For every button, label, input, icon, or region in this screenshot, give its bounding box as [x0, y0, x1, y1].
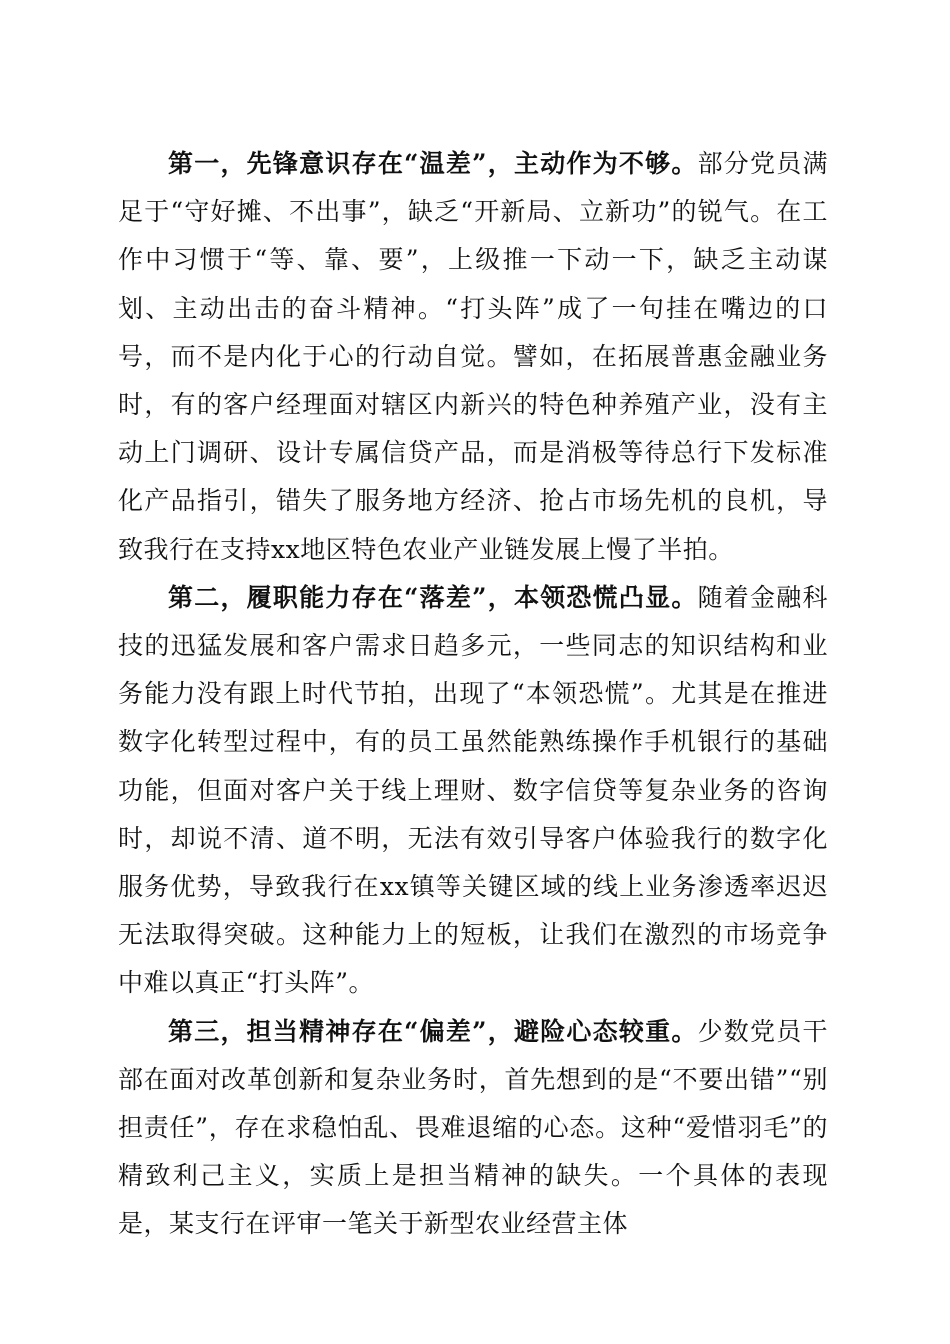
paragraph-1-heading: 第一，先锋意识存在“温差”，主动作为不够。 [168, 149, 698, 178]
paragraph-2-body: 随着金融科技的迅猛发展和客户需求日趋多元，一些同志的知识结构和业务能力没有跟上时代节拍，出现了“本领恐慌”。尤其是在推进数字化转型过程中，有的员工虽然能熟练操作手机银行的基础功能，但面对客户关于线上理财、数字信贷等复杂业务的咨询时，却说不清、道不明，无法有效引导客户体验我行的数字化服务优势，导致我行在xx镇等关键区域的线上业务渗透率迟迟无法取得突破。这种能力上的短板，让我们在激烈的市场竞争中难以真正“打头阵”。 [118, 582, 828, 998]
paragraph-3-heading: 第三，担当精神存在“偏差”，避险心态较重。 [168, 1016, 698, 1046]
paragraph-1 [118, 140, 828, 574]
paragraph-3-body: 少数党员干部在面对改革创新和复杂业务时，首先想到的是“不要出错”“别担责任”，存在求稳怕乱、畏难退缩的心态。这种“爱惜羽毛”的精致利己主义，实质上是担当精神的缺失。一个具体的表现是，某支行在评审一笔关于新型农业经营主体 [118, 1016, 828, 1239]
paragraph-1-body: 部分党员满足于“守好摊、不出事”，缺乏“开新局、立新功”的锐气。在工作中习惯于“等、靠、要”，上级推一下动一下，缺乏主动谋划、主动出击的奋斗精神。“打头阵”成了一句挂在嘴边的口号，而不是内化于心的行动自觉。譬如，在拓展普惠金融业务时，有的客户经理面对辖区内新兴的特色种养殖产业，没有主动上门调研、设计专属信贷产品，而是消极等待总行下发标准化产品指引，错失了服务地方经济、抢占市场先机的良机，导致我行在支持xx地区特色农业产业链发展上慢了半拍。 [118, 149, 828, 564]
document-page [118, 140, 828, 1249]
paragraph-2-heading: 第二，履职能力存在“落差”，本领恐慌凸显。 [168, 582, 698, 612]
paragraph-3 [118, 1008, 828, 1249]
paragraph-2 [118, 574, 828, 1008]
